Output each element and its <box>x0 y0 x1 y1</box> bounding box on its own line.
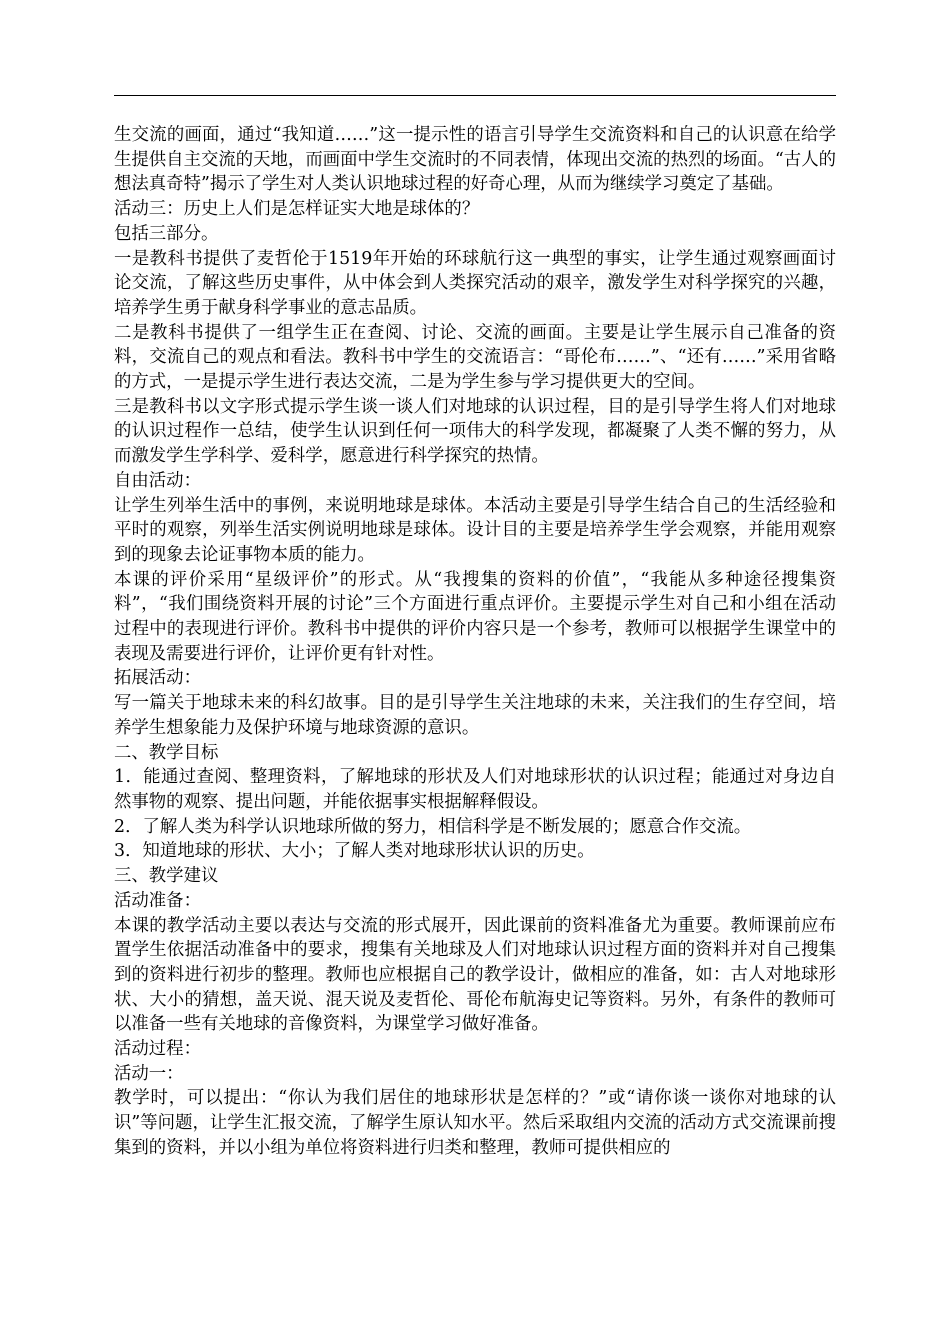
paragraph-part-one: 一是教科书提供了麦哲伦于1519年开始的环球航行这一典型的事实，让学生通过观察画面讨论交流，了解这些历史事件，从中体会到人类探究活动的艰辛，激发学生对科学探究的兴趣，培养学生勇于献身科学事业的意志品质。 <box>114 248 836 318</box>
document-page <box>114 0 836 1344</box>
heading-teaching-goals: 二、教学目标 <box>114 742 219 763</box>
paragraph-free-activity: 让学生列举生活中的事例，来说明地球是球体。本活动主要是引导学生结合自己的生活经验和平时的观察，列举生活实例说明地球是球体。设计目的主要是培养学生学会观察，并能用观察到的现象去论证事物本质的能力。 <box>114 495 836 565</box>
paragraph-three-parts: 包括三部分。 <box>114 223 219 244</box>
heading-free-activity: 自由活动： <box>114 470 201 491</box>
heading-activity-preparation: 活动准备： <box>114 890 201 911</box>
heading-extension-activity: 拓展活动： <box>114 668 201 689</box>
paragraph-extension-activity: 写一篇关于地球未来的科幻故事。目的是引导学生关注地球的未来，关注我们的生存空间，培养学生想象能力及保护环境与地球资源的意识。 <box>114 693 836 738</box>
goal-item-1: 1．能通过查阅、整理资料，了解地球的形状及人们对地球形状的认识过程；能通过对身边自然事物的观察、提出问题，并能依据事实根据解释假设。 <box>114 767 836 812</box>
paragraph-activity-one: 教学时，可以提出：“你认为我们居住的地球形状是怎样的？”或“请你谈一谈你对地球的认识”等问题，让学生汇报交流，了解学生原认知水平。然后采取组内交流的活动方式交流课前搜集到的资料，并以小组为单位将资料进行归类和整理，教师可提供相应的 <box>114 1088 836 1158</box>
goal-item-2: 2．了解人类为科学认识地球所做的努力，相信科学是不断发展的；愿意合作交流。 <box>114 816 752 837</box>
goal-item-3: 3．知道地球的形状、大小；了解人类对地球形状认识的历史。 <box>114 841 595 862</box>
document-body <box>114 123 836 1161</box>
heading-activity-one: 活动一： <box>114 1063 184 1084</box>
heading-teaching-suggestions: 三、教学建议 <box>114 866 219 887</box>
paragraph-part-three: 三是教科书以文字形式提示学生谈一谈人们对地球的认识过程，目的是引导学生将人们对地球的认识过程作一总结，使学生认识到任何一项伟大的科学发现，都凝聚了人类不懈的努力，从而激发学生学科学、爱科学，愿意进行科学探究的热情。 <box>114 396 836 467</box>
heading-activity-process: 活动过程： <box>114 1039 201 1060</box>
paragraph-part-two: 二是教科书提供了一组学生正在查阅、讨论、交流的画面。主要是让学生展示自己准备的资料，交流自己的观点和看法。教科书中学生的交流语言：“哥伦布……”、“还有……”采用省略的方式，一是提示学生进行表达交流，二是为学生参与学习提供更大的空间。 <box>114 322 836 393</box>
paragraph-evaluation: 本课的评价采用“星级评价”的形式。从“我搜集的资料的价值”，“我能从多种途径搜集资料”，“我们围绕资料开展的讨论”三个方面进行重点评价。主要提示学生对自己和小组在活动过程中的表现进行评价。教科书中提供的评价内容只是一个参考，教师可以根据学生课堂中的表现及需要进行评价，让评价更有针对性。 <box>114 569 836 664</box>
paragraph-continuation: 生交流的画面，通过“我知道……”这一提示性的语言引导学生交流资料和自己的认识意在给学生提供自主交流的天地，而画面中学生交流时的不同表情，体现出交流的热烈的场面。“古人的想法真奇特”揭示了学生对人类认识地球过程的好奇心理，从而为继续学习奠定了基础。 <box>114 125 836 195</box>
heading-activity-three: 活动三：历史上人们是怎样证实大地是球体的？ <box>114 199 480 220</box>
header-rule <box>114 95 836 96</box>
paragraph-activity-preparation: 本课的教学活动主要以表达与交流的形式展开，因此课前的资料准备尤为重要。教师课前应布置学生依据活动准备中的要求，搜集有关地球及人们对地球认识过程方面的资料并对自己搜集到的资料进行初步的整理。教师也应根据自己的教学设计，做相应的准备，如：古人对地球形状、大小的猜想，盖天说、混天说及麦哲伦、哥伦布航海史记等资料。另外，有条件的教师可以准备一些有关地球的音像资料，为课堂学习做好准备。 <box>114 915 836 1035</box>
